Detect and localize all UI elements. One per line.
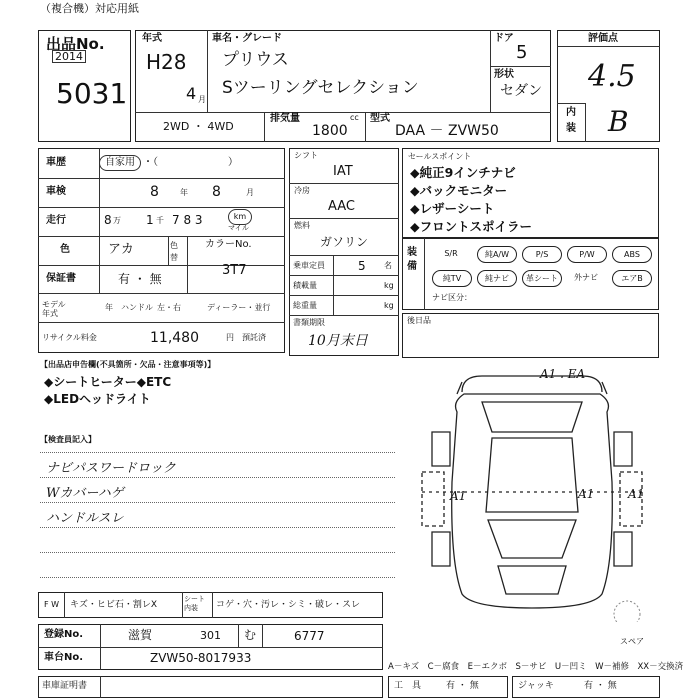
- year-value: H28: [146, 50, 187, 74]
- remarks-label: 後日品: [407, 316, 431, 325]
- ac-label: 冷房: [294, 186, 310, 195]
- sales-point-item: ◆レザーシート: [410, 201, 495, 216]
- mileage-rest: 7 8 3: [172, 213, 203, 227]
- equipment-item: P/S: [522, 246, 562, 263]
- model-label: 型式: [370, 113, 390, 124]
- seat-items: コゲ・穴・汚レ・シミ・破レ・スレ: [216, 600, 361, 610]
- equipment-item: P/W: [567, 246, 607, 263]
- load-label: 積載量: [293, 281, 317, 290]
- recycle-label: リサイクル料金: [42, 333, 97, 342]
- equipment-item: S/R: [444, 249, 458, 258]
- seller-notes-list: [44, 374, 171, 408]
- tools-value: 有 ・ 無: [446, 681, 479, 691]
- interior-label-2: 装: [566, 123, 576, 134]
- car-grade: Sツーリングセレクション: [222, 78, 419, 98]
- reg-type-value: 自家用: [99, 155, 141, 171]
- seat-label: シート内装: [184, 595, 205, 612]
- jack-value: 有 ・ 無: [584, 681, 617, 691]
- plate-region: 滋賀: [128, 628, 153, 642]
- ac-value: AAC: [328, 199, 355, 214]
- chassis-value: ZVW50-8017933: [150, 651, 252, 665]
- reg-type-rest: ・（ ）: [143, 157, 238, 168]
- shift-label: シフト: [294, 151, 318, 160]
- lot-label: 出品No.: [46, 35, 105, 53]
- jack-label: ジャッキ: [518, 681, 554, 691]
- plate-number: 6777: [294, 629, 325, 643]
- equipment-item: ABS: [612, 246, 652, 263]
- shape-value: セダン: [500, 83, 543, 99]
- weight-unit: kg: [384, 301, 394, 310]
- equipment-item: 外ナビ: [574, 273, 598, 282]
- equipment-item: エアB: [612, 270, 652, 287]
- mileage-km: km: [228, 209, 252, 225]
- model-year-label: モデル年式: [42, 300, 66, 318]
- name-label: 車名・グレード: [212, 33, 282, 44]
- capacity-value: 5: [358, 259, 366, 273]
- plate-label: 登録No.: [44, 629, 84, 640]
- navi-label: ナビ区分：: [432, 293, 472, 302]
- year-label: 年式: [142, 33, 162, 44]
- shape-label: 形状: [494, 69, 514, 80]
- handle-value: 左・右: [157, 303, 181, 312]
- inspection-label: 車検: [46, 186, 66, 197]
- inspection-month: 8: [212, 184, 221, 200]
- mileage-sen: 1: [146, 213, 154, 227]
- cert-box: [38, 676, 383, 698]
- recycle-note: 預託済: [242, 333, 266, 342]
- plate-class: 301: [200, 629, 221, 642]
- seller-notes-label: 【出品店申告欄(不具箇所・欠品・注意事項等)】: [40, 360, 216, 369]
- color-no-label: カラーNo.: [205, 239, 252, 250]
- score-label: 評価点: [588, 33, 618, 44]
- weight-label: 総重量: [293, 301, 317, 310]
- warranty-label: 保証書: [46, 273, 76, 284]
- score-value: 4.5: [588, 59, 636, 94]
- shift-value: IAT: [333, 164, 353, 179]
- mileage-man: 8: [104, 213, 112, 227]
- car-diagram: [402, 362, 662, 622]
- chassis-label: 車台No.: [44, 652, 84, 663]
- mileage-mile: マイル: [228, 224, 249, 232]
- color-value: アカ: [108, 242, 134, 257]
- model-year-unit: 年: [105, 303, 113, 312]
- sales-point-item: ◆純正9インチナビ: [410, 165, 516, 180]
- fw-items: キズ・ヒビ石・割レX: [70, 600, 157, 610]
- color-no-value: 3T7: [222, 263, 247, 278]
- tools-label: 工 具: [394, 681, 422, 691]
- displacement-label: 排気量: [270, 113, 300, 124]
- equipment-label: 装備: [407, 247, 417, 272]
- seller-note-item: ◆シートヒーター◆ETC: [44, 375, 172, 389]
- doc-period-label: 書類期限: [293, 318, 325, 327]
- interior-label-1: 内: [566, 107, 576, 118]
- drive-value: 2WD ・ 4WD: [163, 120, 234, 133]
- equipment-item: 純A/W: [477, 246, 517, 263]
- equipment-item: 革シート: [522, 270, 562, 287]
- recycle-unit: 円: [226, 333, 234, 342]
- fw-label: F W: [44, 600, 60, 609]
- door-value: 5: [516, 42, 528, 63]
- plate-kana: む: [244, 628, 257, 642]
- model-value: DAA － ZVW50: [395, 123, 499, 139]
- reg-type-label: 車歴: [46, 157, 66, 168]
- inspector-notes-list: [46, 456, 176, 531]
- mileage-sen-unit: 千: [156, 216, 164, 225]
- door-label: ドア: [494, 33, 514, 44]
- mileage-label: 走行: [46, 215, 66, 226]
- diagram-left-note: A1: [450, 489, 467, 503]
- lot-year: 2014: [52, 50, 86, 63]
- remarks-box: [402, 313, 659, 358]
- interior-value: B: [608, 105, 629, 138]
- inspector-label: 【検査員記入】: [40, 435, 96, 444]
- month-value: 4: [186, 84, 197, 103]
- header-clip: （複合機）対応用紙: [40, 2, 139, 15]
- inspection-year: 8: [150, 184, 159, 200]
- lot-number: 5031: [56, 77, 128, 110]
- color-change-label: 色替: [170, 241, 178, 262]
- car-name: プリウス: [222, 50, 289, 70]
- inspector-note-item: ハンドルスレ: [46, 511, 124, 526]
- fuel-value: ガソリン: [320, 235, 369, 249]
- dealer-label: ディーラー・並行: [207, 303, 271, 312]
- inspector-note-item: Wカバーハゲ: [46, 486, 124, 501]
- equipment-item: 純ナビ: [477, 270, 517, 287]
- handle-label: ハンドル: [121, 303, 153, 312]
- doc-period-value: 10月末日: [308, 333, 368, 349]
- fuel-label: 燃料: [294, 221, 310, 230]
- inspection-year-unit: 年: [180, 188, 188, 197]
- capacity-label: 乗車定員: [293, 261, 325, 270]
- mileage-man-unit: 万: [113, 216, 121, 225]
- month-unit: 月: [198, 95, 206, 104]
- displacement-value: 1800: [312, 123, 348, 139]
- inspector-note-item: ナビパスワードロック: [46, 461, 176, 476]
- diagram-top-note: A1 . EA: [540, 367, 586, 381]
- sales-list: [410, 164, 532, 236]
- recycle-amount: 11,480: [150, 330, 199, 346]
- damage-legend: A－キズ C－腐食 E－エクボ S－サビ U－凹ミ W－補修 XX－交換済: [388, 662, 684, 672]
- load-unit: kg: [384, 281, 394, 290]
- diagram-right-note: A1: [578, 487, 595, 501]
- equipment-item: 純TV: [432, 270, 472, 287]
- spare-label: スペア: [620, 637, 644, 646]
- warranty-value: 有 ・ 無: [118, 272, 162, 286]
- cert-label: 車庫証明書: [42, 681, 88, 691]
- sales-point-item: ◆フロントスポイラー: [410, 219, 532, 234]
- sales-point-item: ◆バックモニター: [410, 183, 508, 198]
- displacement-unit: cc: [350, 113, 359, 122]
- diagram-far-right-note: A1: [628, 487, 645, 501]
- color-label: 色: [60, 244, 70, 255]
- capacity-unit: 名: [384, 261, 392, 270]
- sales-label: セールスポイント: [408, 152, 472, 161]
- inspection-month-unit: 月: [246, 188, 254, 197]
- seller-note-item: ◆LEDヘッドライト: [44, 392, 151, 406]
